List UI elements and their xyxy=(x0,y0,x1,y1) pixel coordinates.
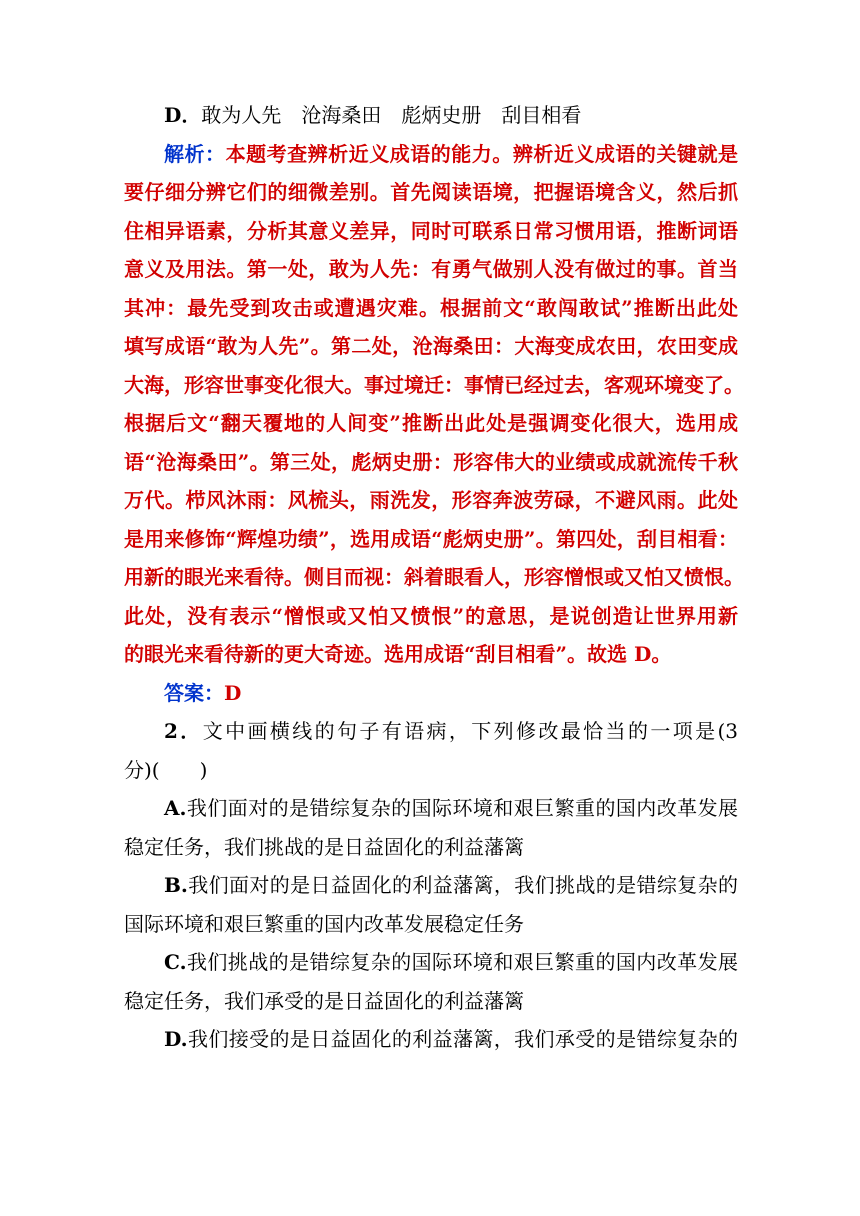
analysis-line: 是用来修饰“辉煌功绩”，选用成语“彪炳史册”。第四处，刮目相看： xyxy=(124,526,738,551)
option-a-cont: 稳定任务，我们挑战的是日益固化的利益藩篱 xyxy=(124,834,524,859)
analysis-text: 本题考查辨析近义成语的能力。辨析近义成语的关键就是 xyxy=(225,141,739,166)
answer-label: 答案： xyxy=(164,680,224,705)
question-2-stem-cont: 分)( ) xyxy=(124,757,208,782)
option-c-cont: 稳定任务，我们承受的是日益固化的利益藩篱 xyxy=(124,988,524,1013)
analysis-label: 解析： xyxy=(164,141,226,166)
question-stem-text: 文中画横线的句子有语病，下列修改最恰当的一项是(3 xyxy=(202,719,738,743)
option-d xyxy=(124,1020,738,1059)
option-text: 我们挑战的是错综复杂的国际环境和艰巨繁重的国内改革发展 xyxy=(186,950,738,974)
analysis-line: 的眼光来看待新的更大奇迹。选用成语“刮目相看”。故选 D。 xyxy=(124,642,672,666)
analysis-line: 其冲：最先受到攻击或遭遇灾难。根据前文“敢闯敢试”推断出此处 xyxy=(124,295,738,320)
option-item: 沧海桑田 xyxy=(301,103,382,127)
question-number: 2． xyxy=(164,719,203,743)
analysis-line: 意义及用法。第一处，敢为人先：有勇气做别人没有做过的事。首当 xyxy=(124,257,738,281)
analysis-line: 大海，形容世事变化很大。事过境迁：事情已经过去，客观环境变了。 xyxy=(124,372,744,397)
analysis-line: 根据后文“翻天覆地的人间变”推断出此处是强调变化很大，选用成 xyxy=(124,411,738,435)
option-c xyxy=(124,943,738,982)
option-text: 我们接受的是日益固化的利益藩篱，我们承受的是错综复杂的 xyxy=(187,1027,738,1051)
analysis-line: 此处，没有表示“憎恨或又怕又愤恨”的意思，是说创造让世界用新 xyxy=(124,603,738,628)
answer-value: D xyxy=(224,680,242,705)
option-b xyxy=(124,866,738,905)
analysis-line: 要仔细分辨它们的细微差别。首先阅读语境，把握语境含义，然后抓 xyxy=(124,180,738,204)
answer-line xyxy=(124,674,738,713)
analysis-line: 住相异语素，分析其意义差异，同时可联系日常习惯用语，推断词语 xyxy=(124,218,738,243)
option-letter: A. xyxy=(164,796,187,820)
question-2-stem xyxy=(124,712,738,751)
option-item: 敢为人先 xyxy=(201,103,282,127)
option-letter: C. xyxy=(164,950,187,974)
analysis-line: 万代。栉风沐雨：风梳头，雨洗发，形容奔波劳碌，不避风雨。此处 xyxy=(124,488,738,512)
option-b-cont: 国际环境和艰巨繁重的国内改革发展稳定任务 xyxy=(124,911,524,936)
option-letter: D. xyxy=(164,1027,188,1051)
analysis-line: 语“沧海桑田”。第三处，彪炳史册：形容伟大的业绩或成就流传千秋 xyxy=(124,449,738,474)
option-a xyxy=(124,789,738,828)
option-item: 彪炳史册 xyxy=(401,103,482,127)
option-letter: B. xyxy=(164,873,188,897)
option-text: 我们面对的是错综复杂的国际环境和艰巨繁重的国内改革发展 xyxy=(186,796,738,820)
option-d-previous xyxy=(124,96,738,135)
option-letter: D． xyxy=(164,103,202,127)
analysis-line: 用新的眼光来看待。侧目而视：斜着眼看人，形容憎恨或又怕又愤恨。 xyxy=(124,565,744,589)
option-item: 刮目相看 xyxy=(501,103,582,127)
analysis-line: 填写成语“敢为人先”。第二处，沧海桑田：大海变成农田，农田变成 xyxy=(124,334,738,358)
analysis-block xyxy=(124,135,744,674)
option-text: 我们面对的是日益固化的利益藩篱，我们挑战的是错综复杂的 xyxy=(187,873,738,897)
analysis-line xyxy=(124,135,738,174)
document-page xyxy=(124,96,744,1059)
